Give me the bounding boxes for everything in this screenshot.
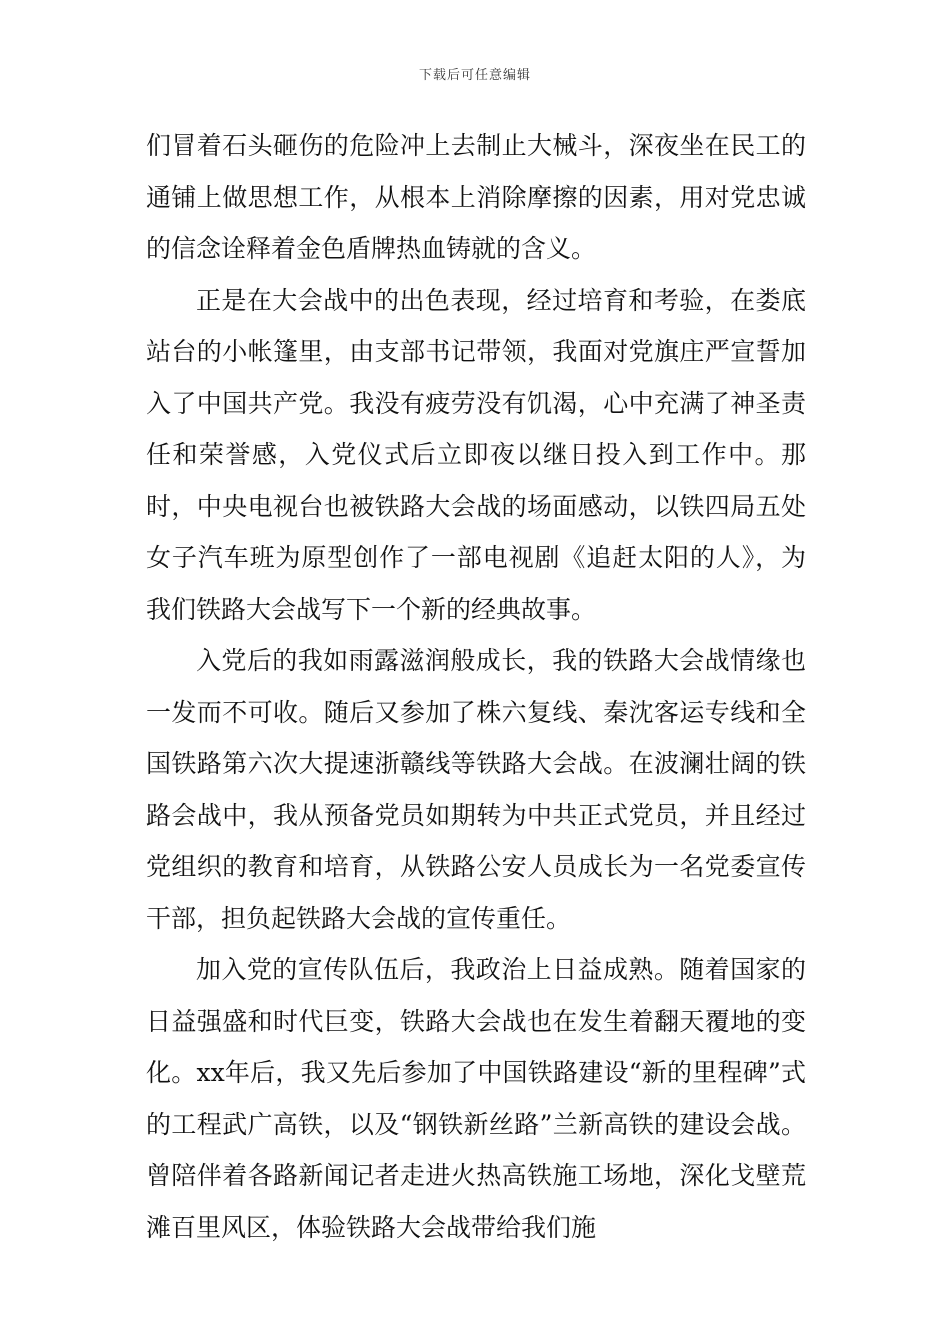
paragraph-2: 正是在大会战中的出色表现，经过培育和考验，在娄底站台的小帐篷里，由支部书记带领，我面对党旗庄严宣誓加入了中国共产党。我没有疲劳没有饥渴，心中充满了神圣责任和荣誉感，入党仪式后立即夜以继日投入到工作中。那时，中央电视台也被铁路大会战的场面感动，以铁四局五处女子汽车班为原型创作了一部电视剧《追赶太阳的人》，为我们铁路大会战写下一个新的经典故事。 <box>146 285 806 624</box>
paragraph-1: 们冒着石头砸伤的危险冲上去制止大械斗，深夜坐在民工的通铺上做思想工作，从根本上消除摩擦的因素，用对党忠诚的信念诠释着金色盾牌热血铸就的含义。 <box>146 131 806 263</box>
paragraph-3: 入党后的我如雨露滋润般成长，我的铁路大会战情缘也一发而不可收。随后又参加了株六复线、秦沈客运专线和全国铁路第六次大提速浙赣线等铁路大会战。在波澜壮阔的铁路会战中，我从预备党员如期转为中共正式党员，并且经过党组织的教育和培育，从铁路公安人员成长为一名党委宣传干部，担负起铁路大会战的宣传重任。 <box>146 646 806 933</box>
page-header: 下载后可任意编辑 <box>418 68 531 83</box>
document-body <box>146 120 806 1253</box>
paragraph-4: 加入党的宣传队伍后，我政治上日益成熟。随着国家的日益强盛和时代巨变，铁路大会战也在发生着翻天覆地的变化。xx年后，我又先后参加了中国铁路建设“新的里程碑”式的工程武广高铁，以及“钢铁新丝路”兰新高铁的建设会战。曾陪伴着各路新闻记者走进火热高铁施工场地，深化戈壁荒滩百里风区，体验铁路大会战带给我们施 <box>146 955 806 1242</box>
